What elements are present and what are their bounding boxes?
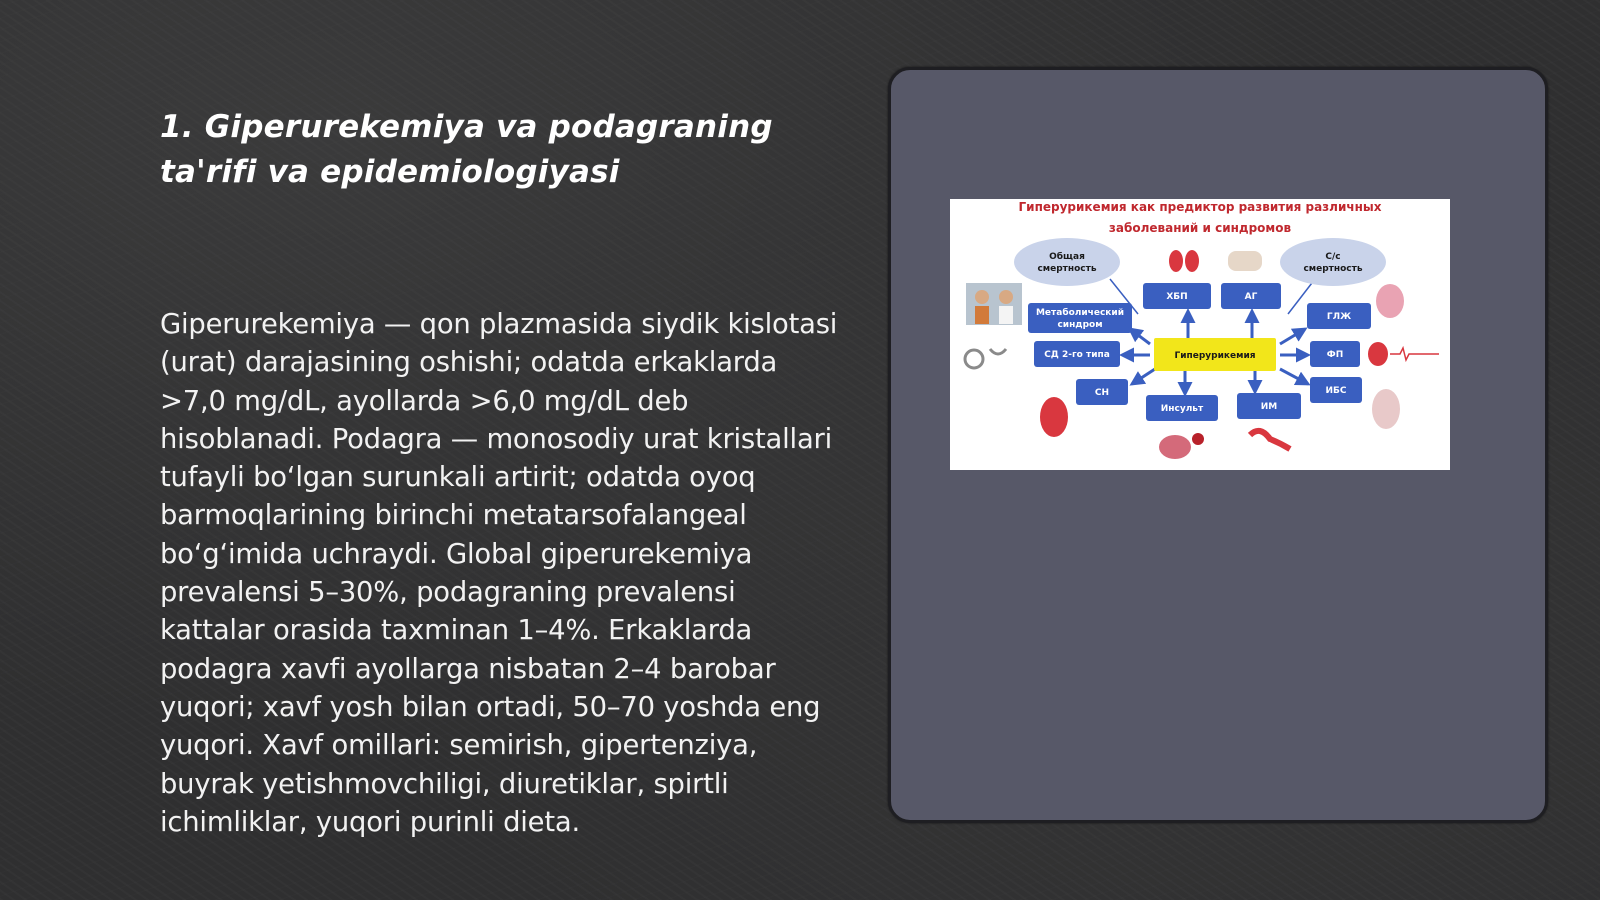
oval-cv-mortality-line-2: смертность (1303, 264, 1363, 274)
oval-total-mortality (1014, 238, 1120, 286)
oval-total-mortality-line-2: смертность (1037, 264, 1097, 274)
node-fp-label: ФП (1326, 350, 1344, 360)
stethoscope-icon (965, 349, 1006, 368)
hyperuricemia-diagram-image (950, 199, 1450, 470)
diagram-title-line-2: заболеваний и синдромов (1108, 221, 1292, 235)
oval-cv-mortality-line-1: С/с (1325, 252, 1341, 262)
node-glzh-label: ГЛЖ (1326, 312, 1352, 322)
kidney-icon (1169, 250, 1199, 272)
slide-title-line-1: 1. Giperurekemiya va podagraning (160, 109, 773, 145)
heart-right-top-icon (1376, 284, 1404, 318)
node-ibs-label: ИБС (1325, 386, 1347, 396)
node-sd2-label: СД 2-го типа (1044, 350, 1110, 360)
slide-title (160, 105, 840, 195)
heart-right-bottom-icon (1372, 389, 1400, 429)
oval-cv-mortality (1280, 238, 1386, 286)
node-im-label: ИМ (1260, 402, 1278, 412)
node-hbp-label: ХБП (1166, 292, 1188, 302)
oval-total-mortality-line-1: Общая (1049, 252, 1085, 262)
slide-body-text: Giperurekemiya — qon plazmasida siydik kislotasi (urat) darajasining oshishi; odatda erkaklarda >7,0 mg/dL, ayollarda >6,0 mg/dL deb hisoblanadi. Podagra — monosodiy urat kristallari tufayli bo‘lgan surunkali artirit; odatda oyoq barmoqlarining birinchi metatarsofalangeal bo‘g‘imida uchraydi. Global giperurekemiya prevalensi 5–30%, podagraning prevalensi kattalar orasida taxminan 1–4%. Erkaklarda podagra xavfi ayollarga nisbatan 2–4 barobar yuqori; xavf yosh bilan ortadi, 50–70 yoshda eng yuqori. Xavf omillari: semirish, gipertenziya, buyrak yetishmovchiligi, diuretiklar, spirtli ichimliklar, yuqori purinli dieta. (160, 309, 838, 838)
diagram-title-line-1: Гиперурикемия как предиктор развития различных (1018, 200, 1382, 214)
node-ag-label: АГ (1244, 292, 1258, 302)
hands-icon (1228, 251, 1262, 271)
doctor-patient-photo-icon (966, 283, 1022, 325)
node-metabolic-line-2: синдром (1057, 320, 1103, 330)
node-insult-label: Инсульт (1160, 404, 1204, 414)
diagram-graphic (950, 199, 1450, 470)
center-hyperuricemia-label: Гиперурикемия (1174, 351, 1256, 361)
diagram-arrows (1110, 279, 1315, 394)
node-sn-label: СН (1094, 388, 1110, 398)
node-metabolic-line-1: Метаболический (1035, 308, 1125, 318)
ecg-heart-icon (1368, 342, 1439, 366)
slide-title-line-2: ta'rifi va epidemiologiyasi (160, 154, 620, 190)
heart-bottom-icon (1250, 431, 1290, 449)
heart-left-icon (1040, 397, 1068, 437)
brain-icon (1159, 433, 1204, 459)
